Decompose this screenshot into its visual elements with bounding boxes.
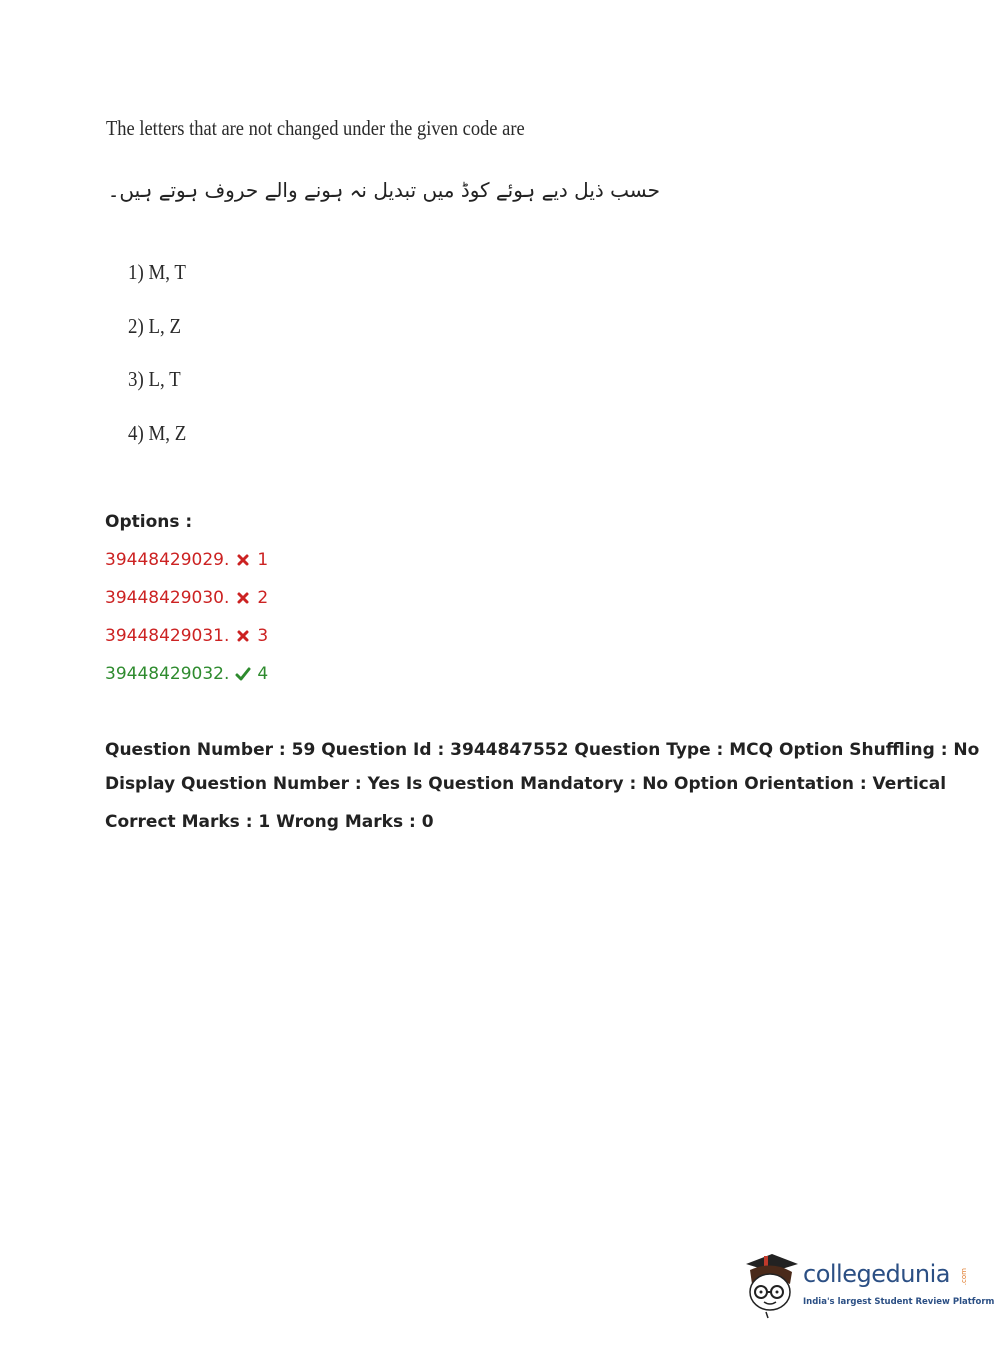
logo-tagline: India's largest Student Review Platform — [803, 1297, 995, 1307]
choice-3: 3) L, T — [128, 367, 181, 391]
option-row-3 — [105, 626, 268, 646]
choice-4: 4) M, Z — [128, 421, 187, 445]
options-label: Options : — [105, 512, 193, 532]
option-row-1 — [105, 550, 268, 570]
cross-icon — [235, 628, 251, 644]
option-id: 39448429029. — [105, 550, 230, 570]
choice-2: 2) L, Z — [128, 314, 182, 338]
collegedunia-logo — [742, 1250, 995, 1320]
option-row-2 — [105, 588, 268, 608]
option-id: 39448429030. — [105, 588, 230, 608]
option-value: 1 — [257, 550, 269, 570]
logo-name: collegedunia — [803, 1260, 951, 1288]
option-id: 39448429032. — [105, 664, 230, 684]
choice-1: 1) M, T — [128, 260, 186, 284]
meta-line-1: Question Number : 59 Question Id : 3944847552 Question Type : MCQ Option Shuffling : No — [105, 740, 980, 760]
cross-icon — [235, 552, 251, 568]
meta-line-3: Correct Marks : 1 Wrong Marks : 0 — [105, 812, 434, 832]
meta-line-2: Display Question Number : Yes Is Question Mandatory : No Option Orientation : Vertical — [105, 774, 947, 794]
option-row-4 — [105, 664, 268, 684]
check-icon — [235, 666, 251, 682]
option-value: 4 — [257, 664, 269, 684]
question-english: The letters that are not changed under the given code are — [106, 116, 525, 140]
option-value: 2 — [257, 588, 269, 608]
question-urdu: حسب ذیل دیے ہوئے کوڈ میں تبدیل نہ ہونے والے حروف ہوتے ہیں۔ — [107, 178, 660, 202]
cross-icon — [235, 590, 251, 606]
option-value: 3 — [257, 626, 269, 646]
option-id: 39448429031. — [105, 626, 230, 646]
mascot-icon — [742, 1250, 802, 1320]
logo-suffix: .com — [960, 1268, 968, 1286]
